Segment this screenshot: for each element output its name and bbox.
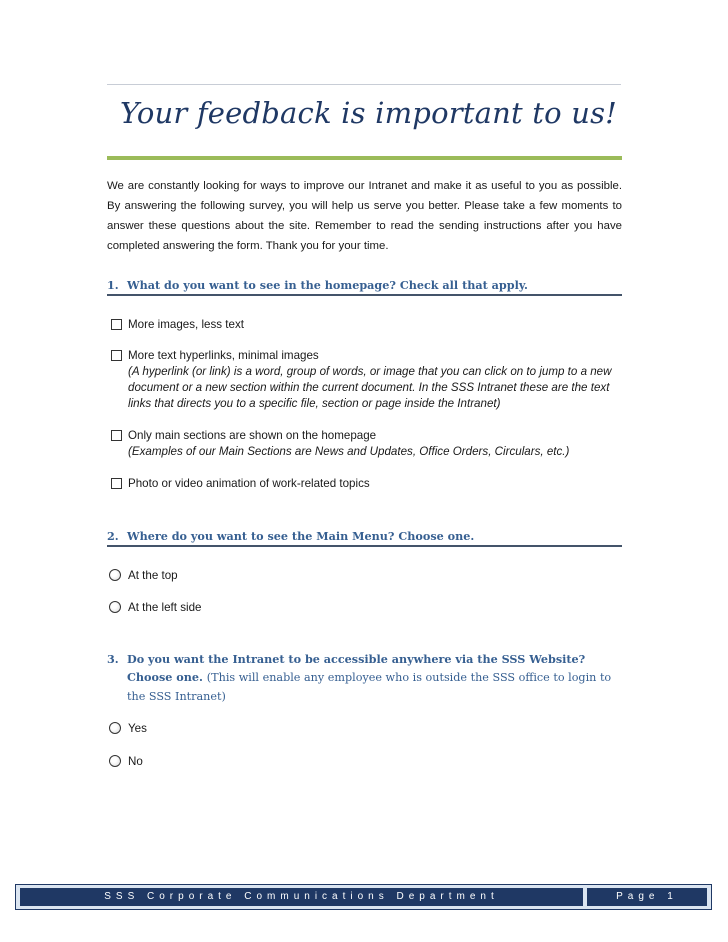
question-3-number: 3. (107, 652, 119, 666)
question-3-heading (107, 650, 622, 706)
page-footer (15, 884, 712, 910)
q3-option-2[interactable] (111, 754, 621, 770)
checkbox-icon[interactable] (111, 319, 122, 330)
q1-option-3-note: (Examples of our Main Sections are News and Updates, Office Orders, Circulars, etc.) (128, 445, 570, 458)
checkbox-icon[interactable] (111, 478, 122, 489)
q1-option-2-note: (A hyperlink (or link) is a word, group of words, or image that you can click on to jump to a new document or a new section within the current document. In the SSS Intranet these are the text links that directs you to a specific file, section or page inside the Intranet) (128, 365, 612, 410)
q1-option-3[interactable] (111, 428, 621, 460)
question-2-heading (107, 527, 622, 545)
q1-option-3-label: Only main sections are shown on the homepage (128, 429, 377, 442)
radio-icon[interactable] (109, 755, 121, 767)
question-1-text: What do you want to see in the homepage? Check all that apply. (127, 278, 528, 292)
page-title: Your feedback is important to us! (120, 96, 618, 130)
checkbox-icon[interactable] (111, 430, 122, 441)
q2-option-2[interactable] (111, 600, 621, 616)
question-2-text: Where do you want to see the Main Menu? Choose one. (127, 529, 475, 543)
question-3-text: Do you want the Intranet to be accessible anywhere via the SSS Website? Choose one. (127, 652, 586, 684)
question-1-heading (107, 276, 622, 294)
question-3-text-block (107, 650, 622, 706)
question-2-rule (107, 545, 622, 547)
top-divider (107, 84, 621, 85)
q1-option-2-label: More text hyperlinks, minimal images (128, 349, 319, 362)
q1-option-4-label: Photo or video animation of work-related topics (128, 477, 370, 490)
footer-page-number: Page 1 (587, 888, 707, 906)
radio-icon[interactable] (109, 601, 121, 613)
radio-icon[interactable] (109, 722, 121, 734)
q3-option-1[interactable] (111, 721, 621, 737)
radio-icon[interactable] (109, 569, 121, 581)
question-3-subtext: (This will enable any employee who is outside the SSS office to login to the SSS Intranet) (127, 671, 612, 703)
q1-option-4[interactable] (111, 476, 621, 492)
checkbox-icon[interactable] (111, 350, 122, 361)
q2-option-1-label: At the top (128, 569, 178, 582)
q1-option-1-label: More images, less text (128, 318, 244, 331)
q3-option-1-label: Yes (128, 722, 147, 735)
footer-department: SSS Corporate Communications Department (20, 888, 583, 906)
q1-option-1[interactable] (111, 317, 621, 333)
q1-option-2[interactable] (111, 348, 621, 412)
question-1-rule (107, 294, 622, 296)
intro-paragraph: We are constantly looking for ways to improve our Intranet and make it as useful to you as possible. By answering the following survey, you will help us serve you better. Please take a few moments to answer these questions about the site. Remember to read the sending instructions after you have completed answering the form. Thank you for your time. (107, 180, 622, 252)
question-1-number: 1. (107, 278, 119, 292)
q2-option-1[interactable] (111, 568, 621, 584)
q3-option-2-label: No (128, 755, 143, 768)
title-underline (107, 156, 622, 160)
q2-option-2-label: At the left side (128, 601, 202, 614)
question-2-number: 2. (107, 529, 119, 543)
